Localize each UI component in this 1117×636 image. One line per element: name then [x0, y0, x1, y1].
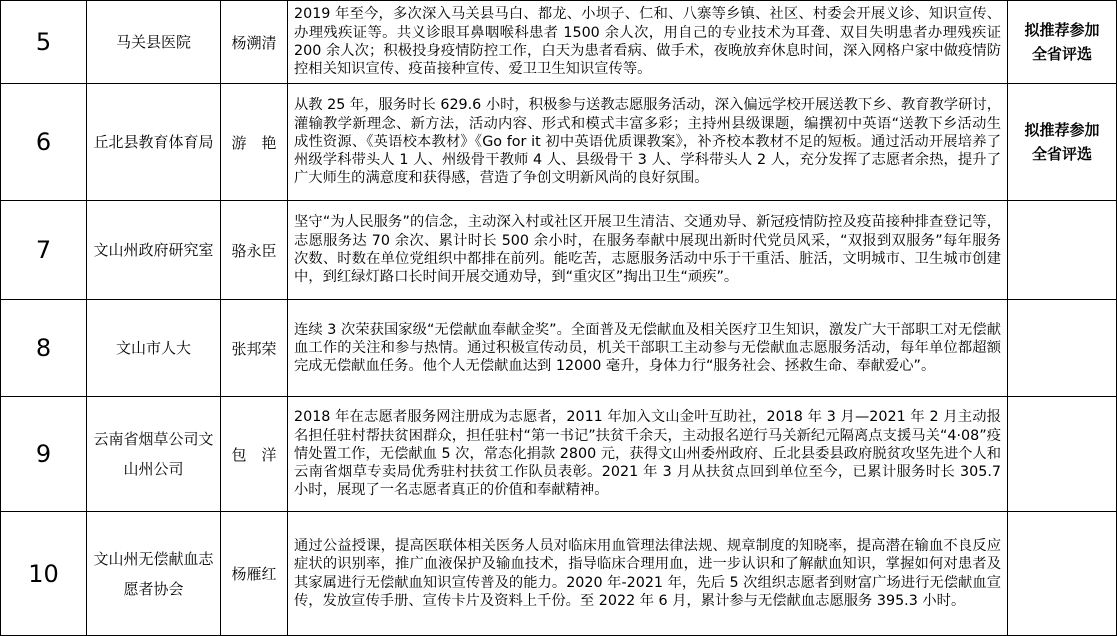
deeds-text: 连续 3 次荣获国家级“无偿献血奉献金奖”。全面普及无偿献血及相关医疗卫生知识，激发广大干部职工对无偿献血工作的关注和参与热情。通过积极宣传动员，机关干部职工主动参与无偿献血志愿服务活动，每年单位都超额完成无偿献血任务。他个人无偿献血达到 12000 毫升，身体力行“服务社会、拯救生命、奉献爱心”。	[288, 300, 1008, 397]
result-line-1: 拟推荐参加	[1024, 21, 1100, 39]
deeds-text: 坚守“为人民服务”的信念，主动深入村或社区开展卫生清洁、交通劝导、新冠疫情防控及疫苗接种排查登记等，志愿服务达 70 余次、累计时长 500 余小时，在服务奉献中展现出新时代党员风采，“双报到双服务”每年服务次数、时数在单位党组织中都排在前列。能吃苦，志愿服务活动中乐于干重活、脏活，文明城市、卫生城市创建中，到红绿灯路口长时间开展交通劝导，到“重灾区”掏出卫生“顽疾”。	[288, 201, 1008, 300]
deeds-text: 2019 年至今，多次深入马关县马白、都龙、小坝子、仁和、八寨等乡镇、社区、村委会开展义诊、知识宣传、办理残疾证等。共义诊眼耳鼻咽喉科患者 1500 余人次，用自己的专业技术为耳聋、双目失明患者办理残疾证 200 余人次；积极投身疫情防控工作，白天为患者看病、做手术，夜晚放弃休息时间，深入网格户家中做疫情防控相关知识宣传、疫苗接种宣传、爱卫卫生知识宣传等。	[288, 1, 1008, 84]
row-number: 8	[1, 300, 87, 397]
table-row	[1, 1, 1117, 84]
deeds-text: 通过公益授课，提高医联体相关医务人员对临床用血管理法律法规、规章制度的知晓率，提高潜在输血不良反应症状的识别率，推广血液保护及输血技术，指导临床合理用血，进一步认识和了解献血知识，掌握如何对患者及其家属进行无偿献血知识宣传普及的能力。2020 年-2021 年，先后 5 次组织志愿者到财富广场进行无偿献血宣传，发放宣传手册、宣传卡片及资料上千份。至 2022 年 6 月，累计参与无偿献血志愿服务 395.3 小时。	[288, 512, 1008, 636]
row-number: 10	[1, 512, 87, 636]
deeds-text: 2018 年在志愿者服务网注册成为志愿者，2011 年加入文山金叶互助社，2018 年 3 月—2021 年 2 月主动报名担任驻村帮扶贫困群众，担任驻村“第一书记”扶贫千余天，主动报名逆行马关新纪元隔离点支援马关“4·08”疫情处置工作，无偿献血 5 次，常态化捐款 2800 元，获得文山州委州政府、丘北县委县政府脱贫攻坚先进个人和云南省烟草专卖局优秀驻村扶贫工作队员表彰。2021 年 3 月从扶贫点回到单位至今，已累计服务时长 305.7 小时，展现了一名志愿者真正的价值和奉献精神。	[288, 397, 1008, 512]
unit-name: 文山州政府研究室	[87, 201, 221, 300]
result-line-2: 全省评选	[1031, 145, 1092, 163]
row-number: 9	[1, 397, 87, 512]
person-name: 张邦荣	[221, 300, 288, 397]
row-number: 6	[1, 84, 87, 201]
result-cell	[1008, 300, 1117, 397]
table-row	[1, 397, 1117, 512]
result-line-1: 拟推荐参加	[1024, 121, 1100, 139]
table-row	[1, 512, 1117, 636]
result-cell	[1008, 512, 1117, 636]
deeds-text: 从教 25 年，服务时长 629.6 小时，积极参与送教志愿服务活动，深入偏远学校开展送教下乡、教育教学研讨，灌输教学新理念、新方法，活动内容、形式和模式丰富多彩；主持州县级课题，编撰初中英语“送教下乡活动生成性资源、《英语校本教材》《Go for it 初中英语优质课教案》，补齐校本教材不足的短板。通过活动开展培养了州级学科带头人 1 人、州级骨干教师 4 人、县级骨干 3 人、学科带头人 2 人，充分发挥了志愿者余热，提升了广大师生的满意度和获得感，营造了争创文明新风尚的良好氛围。	[288, 84, 1008, 201]
result-cell	[1008, 397, 1117, 512]
result-cell	[1008, 84, 1117, 201]
row-number: 5	[1, 1, 87, 84]
person-name: 包 洋	[221, 397, 288, 512]
table-row	[1, 84, 1117, 201]
result-cell	[1008, 201, 1117, 300]
unit-name: 文山市人大	[87, 300, 221, 397]
result-cell	[1008, 1, 1117, 84]
table-row	[1, 201, 1117, 300]
person-name: 杨雁红	[221, 512, 288, 636]
unit-name: 云南省烟草公司文山州公司	[87, 397, 221, 512]
unit-name: 马关县医院	[87, 1, 221, 84]
table-row	[1, 300, 1117, 397]
person-name: 游 艳	[221, 84, 288, 201]
unit-name: 文山州无偿献血志愿者协会	[87, 512, 221, 636]
person-name: 杨溯清	[221, 1, 288, 84]
person-name: 骆永臣	[221, 201, 288, 300]
result-line-2: 全省评选	[1031, 45, 1092, 63]
unit-name: 丘北县教育体育局	[87, 84, 221, 201]
row-number: 7	[1, 201, 87, 300]
